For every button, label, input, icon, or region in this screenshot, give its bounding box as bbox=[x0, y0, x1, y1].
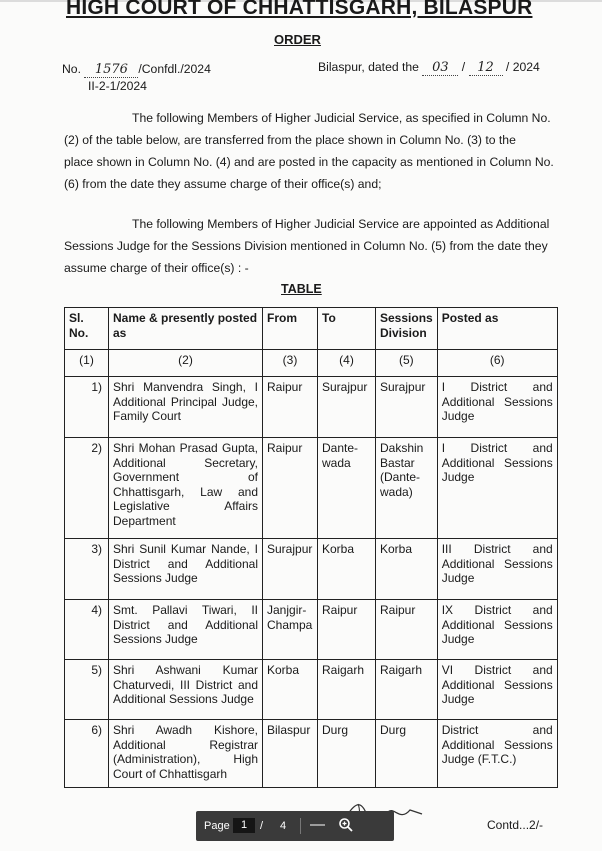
table-row bbox=[65, 660, 558, 720]
row-to: Raigarh bbox=[318, 660, 376, 720]
row-sl: 6) bbox=[65, 720, 109, 788]
col-number: (3) bbox=[263, 350, 318, 377]
row-posted: IX District and Additional Sessions Judge bbox=[437, 600, 557, 660]
row-to: Korba bbox=[318, 539, 376, 600]
row-to: Raipur bbox=[318, 600, 376, 660]
row-name: Shri Manvendra Singh, I Additional Principal Judge, Family Court bbox=[109, 377, 263, 438]
col-number: (6) bbox=[437, 350, 557, 377]
table-row bbox=[65, 720, 558, 788]
court-title: HIGH COURT OF CHHATTISGARH, BILASPUR bbox=[66, 0, 533, 19]
row-sessions: Dakshin Bastar (Dante-wada) bbox=[376, 438, 438, 539]
page-separator: / bbox=[260, 820, 264, 832]
row-sl: 4) bbox=[65, 600, 109, 660]
row-from: Surajpur bbox=[263, 539, 318, 600]
row-sl: 2) bbox=[65, 438, 109, 539]
row-posted: III District and Additional Sessions Judge bbox=[437, 539, 557, 600]
row-sessions: Durg bbox=[376, 720, 438, 788]
toolbar-divider bbox=[300, 818, 301, 834]
row-sessions: Surajpur bbox=[376, 377, 438, 438]
header-from: From bbox=[263, 308, 318, 350]
row-to: Durg bbox=[318, 720, 376, 788]
current-page-input[interactable]: 1 bbox=[233, 818, 255, 833]
header-sessions-division: Sessions Division bbox=[376, 308, 438, 350]
table-row bbox=[65, 438, 558, 539]
zoom-in-icon[interactable] bbox=[338, 817, 354, 833]
row-from: Bilaspur bbox=[263, 720, 318, 788]
row-to: Surajpur bbox=[318, 377, 376, 438]
date-day-handwritten: 03 bbox=[422, 60, 458, 76]
table-row bbox=[65, 377, 558, 438]
row-posted: District and Additional Sessions Judge (F.T.C.) bbox=[437, 720, 557, 788]
row-sessions: Korba bbox=[376, 539, 438, 600]
row-name: Smt. Pallavi Tiwari, II District and Additional Sessions Judge bbox=[109, 600, 263, 660]
para2-line-2: Sessions Judge for the Sessions Division mentioned in Column No. (5) from the date they bbox=[64, 239, 548, 253]
page-label: Page bbox=[204, 820, 230, 832]
date-year: / 2024 bbox=[505, 60, 540, 74]
col-number: (2) bbox=[109, 350, 263, 377]
table-title: TABLE bbox=[281, 282, 322, 296]
row-name: Shri Sunil Kumar Nande, I District and Additional Sessions Judge bbox=[109, 539, 263, 600]
row-sl: 1) bbox=[65, 377, 109, 438]
order-number-line bbox=[62, 62, 211, 78]
order-date-line: Bilaspur, dated the 03 / 12 / 2024 bbox=[318, 60, 540, 75]
pdf-page-control bbox=[196, 811, 394, 841]
para1-line-2: (2) of the table below, are transferred from the place shown in Column No. (3) to the bbox=[64, 133, 516, 147]
order-number-handwritten: 1576 bbox=[84, 62, 138, 78]
col-number: (1) bbox=[65, 350, 109, 377]
row-posted: VI District and Additional Sessions Judge bbox=[437, 660, 557, 720]
para1-line-4: (6) from the date they assume charge of their office(s) and; bbox=[64, 177, 382, 191]
para2-line-3: assume charge of their office(s) : - bbox=[64, 261, 249, 275]
para1-line-3: place shown in Column No. (4) and are posted in the capacity as mentioned in Column No. bbox=[64, 155, 554, 169]
row-posted: I District and Additional Sessions Judge bbox=[437, 377, 557, 438]
transfer-table bbox=[64, 307, 558, 788]
col-number: (5) bbox=[376, 350, 438, 377]
date-month-handwritten: 12 bbox=[469, 60, 503, 76]
row-name: Shri Mohan Prasad Gupta, Additional Secretary, Government of Chhattisgarh, Law and Legislative Affairs Department bbox=[109, 438, 263, 539]
header-to: To bbox=[318, 308, 376, 350]
para1-line-1: The following Members of Higher Judicial Service, as specified in Column No. bbox=[132, 111, 551, 125]
row-sl: 3) bbox=[65, 539, 109, 600]
row-to: Dante-wada bbox=[318, 438, 376, 539]
row-from: Janjgir-Champa bbox=[263, 600, 318, 660]
header-sl-no: Sl. No. bbox=[65, 308, 109, 350]
row-from: Korba bbox=[263, 660, 318, 720]
header-posted-as: Posted as bbox=[437, 308, 557, 350]
row-sessions: Raigarh bbox=[376, 660, 438, 720]
para2-line-1: The following Members of Higher Judicial Service are appointed as Additional bbox=[132, 217, 550, 231]
order-heading: ORDER bbox=[274, 32, 321, 47]
row-name: Shri Awadh Kishore, Additional Registrar (Administration), High Court of Chhattisgarh bbox=[109, 720, 263, 788]
row-from: Raipur bbox=[263, 438, 318, 539]
zoom-out-button[interactable]: — bbox=[310, 816, 325, 833]
total-pages: 4 bbox=[280, 820, 287, 832]
header-name: Name & presently posted as bbox=[109, 308, 263, 350]
continued-note: Contd...2/- bbox=[487, 818, 544, 832]
row-posted: I District and Additional Sessions Judge bbox=[437, 438, 557, 539]
column-number-row bbox=[65, 350, 558, 377]
row-name: Shri Ashwani Kumar Chaturvedi, III District and Additional Sessions Judge bbox=[109, 660, 263, 720]
row-sl: 5) bbox=[65, 660, 109, 720]
date-prefix: Bilaspur, dated the bbox=[318, 60, 419, 74]
order-number-suffix: /Confdl./2024 bbox=[138, 62, 211, 76]
table-row bbox=[65, 600, 558, 660]
row-sessions: Raipur bbox=[376, 600, 438, 660]
col-number: (4) bbox=[318, 350, 376, 377]
table-header-row bbox=[65, 308, 558, 350]
table-row bbox=[65, 539, 558, 600]
row-from: Raipur bbox=[263, 377, 318, 438]
file-number: II-2-1/2024 bbox=[88, 79, 147, 93]
order-number-prefix: No. bbox=[62, 62, 81, 76]
